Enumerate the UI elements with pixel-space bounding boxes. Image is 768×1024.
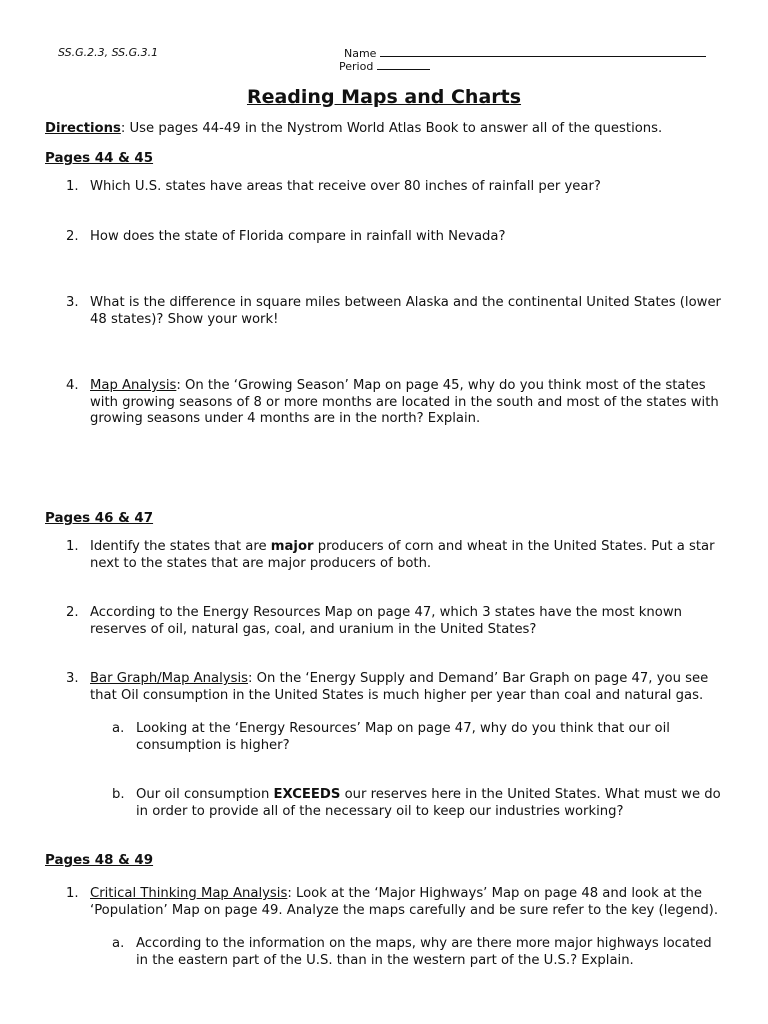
question-item [66, 229, 726, 246]
question-number: 3. [66, 671, 79, 686]
name-blank[interactable] [380, 46, 706, 57]
question-number: 1. [66, 539, 79, 554]
directions-label: Directions [45, 121, 121, 136]
question-body: : On the ‘Growing Season’ Map on page 45, why do you think most of the states with growing seasons of 8 or more months are located in the south and most of the states with growing seasons under 4 months are in the north? Explain. [90, 378, 719, 427]
question-pre: Our oil consumption [136, 787, 274, 802]
question-text [90, 539, 726, 572]
sub-question-letter: a. [112, 721, 125, 736]
question-item [66, 886, 726, 919]
sub-question-letter: a. [112, 936, 125, 951]
question-body: our reserves here in the United States. What must we do in order to provide all of the necessary oil to keep our industries working? [136, 787, 721, 819]
sub-question-letter: b. [112, 787, 125, 802]
question-text [90, 886, 726, 919]
page-title: Reading Maps and Charts [246, 86, 522, 108]
question-text [90, 378, 726, 428]
question-number: 1. [66, 886, 79, 901]
question-number: 4. [66, 378, 79, 393]
question-body: producers of corn and wheat in the United States. Put a star next to the states that are major producers of both. [90, 539, 715, 571]
section-heading-pages-48-49: Pages 48 & 49 [45, 853, 154, 868]
question-lead: Critical Thinking Map Analysis [90, 886, 288, 901]
question-text: How does the state of Florida compare in rainfall with Nevada? [90, 229, 506, 244]
question-number: 2. [66, 605, 79, 620]
question-number: 1. [66, 179, 79, 194]
question-text: What is the difference in square miles between Alaska and the continental United States (lower 48 states)? Show your work! [90, 295, 721, 327]
question-emphasis: major [270, 539, 314, 554]
question-lead: Map Analysis [90, 378, 177, 393]
question-emphasis: EXCEEDS [273, 787, 341, 802]
question-text: According to the Energy Resources Map on page 47, which 3 states have the most known reserves of oil, natural gas, coal, and uranium in the United States? [90, 605, 683, 637]
period-field[interactable] [339, 59, 430, 73]
sub-question-item [112, 787, 722, 820]
question-number: 2. [66, 229, 79, 244]
directions-text: : Use pages 44-49 in the Nystrom World Atlas Book to answer all of the questions. [120, 121, 663, 136]
question-item [66, 671, 726, 704]
question-text [90, 671, 726, 704]
question-lead: Bar Graph/Map Analysis [90, 671, 248, 686]
sub-question-text: Looking at the ‘Energy Resources’ Map on page 47, why do you think that our oil consumption is higher? [136, 721, 670, 753]
period-blank[interactable] [377, 59, 430, 70]
period-label: Period [339, 60, 374, 73]
sub-question-item [112, 936, 722, 969]
question-item [66, 295, 726, 328]
question-item [66, 605, 726, 638]
section-heading-pages-44-45: Pages 44 & 45 [45, 151, 154, 166]
sub-question-text: According to the information on the maps, why are there more major highways located in the eastern part of the U.S. than in the western part of the U.S.? Explain. [136, 936, 712, 968]
question-body: : On the ‘Energy Supply and Demand’ Bar Graph on page 47, you see that Oil consumption in the United States is much higher per year than coal and natural gas. [90, 671, 709, 703]
question-text: Which U.S. states have areas that receive over 80 inches of rainfall per year? [90, 179, 601, 194]
sub-question-item [112, 721, 722, 754]
question-body: : Look at the ‘Major Highways’ Map on page 48 and look at the ‘Population’ Map on page 49. Analyze the maps carefully and be sure refer to the key (legend). [90, 886, 719, 918]
question-item [66, 539, 726, 572]
directions [45, 121, 662, 138]
name-label: Name [344, 47, 377, 60]
sub-question-text [136, 787, 722, 820]
question-item [66, 378, 726, 428]
name-field[interactable] [344, 46, 706, 60]
section-heading-pages-46-47: Pages 46 & 47 [45, 511, 154, 526]
question-number: 3. [66, 295, 79, 310]
question-pre: Identify the states that are [90, 539, 271, 554]
standards-code: SS.G.2.3, SS.G.3.1 [58, 46, 159, 59]
question-item [66, 179, 726, 196]
